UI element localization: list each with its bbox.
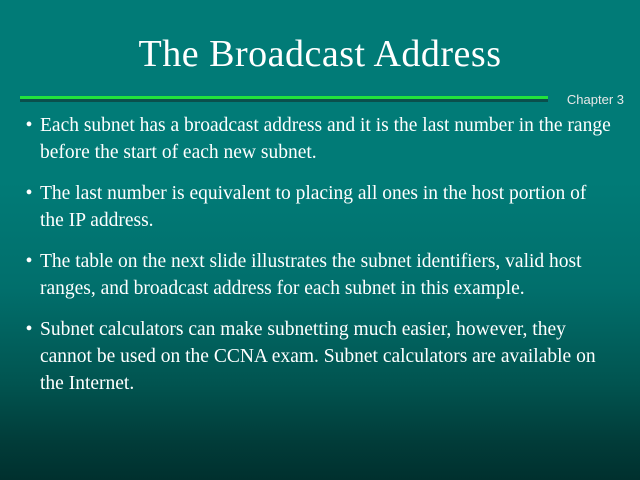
chapter-label: Chapter 3 bbox=[566, 92, 624, 107]
list-item-text: Each subnet has a broadcast address and it is the last number in the range before the start of each new subnet. bbox=[40, 115, 611, 163]
bullet-marker-icon: • bbox=[25, 114, 33, 136]
bullet-marker-icon: • bbox=[25, 318, 33, 340]
list-item bbox=[18, 316, 626, 397]
title-divider bbox=[20, 96, 548, 102]
bullet-marker-icon: • bbox=[25, 250, 33, 272]
list-item-text: Subnet calculators can make subnetting much easier, however, they cannot be used on the CCNA exam. Subnet calculators are available on the Internet. bbox=[40, 319, 596, 394]
list-item bbox=[18, 180, 626, 234]
bullet-marker-icon: • bbox=[25, 182, 33, 204]
list-item bbox=[18, 248, 626, 302]
list-item bbox=[18, 112, 626, 166]
page-title: The Broadcast Address bbox=[138, 33, 502, 75]
list-item-text: The table on the next slide illustrates the subnet identifiers, valid host ranges, and broadcast address for each subnet in this example. bbox=[40, 251, 582, 299]
divider-shadow-line bbox=[20, 99, 548, 102]
bullet-list bbox=[18, 112, 626, 411]
list-item-text: The last number is equivalent to placing all ones in the host portion of the IP address. bbox=[40, 183, 587, 231]
